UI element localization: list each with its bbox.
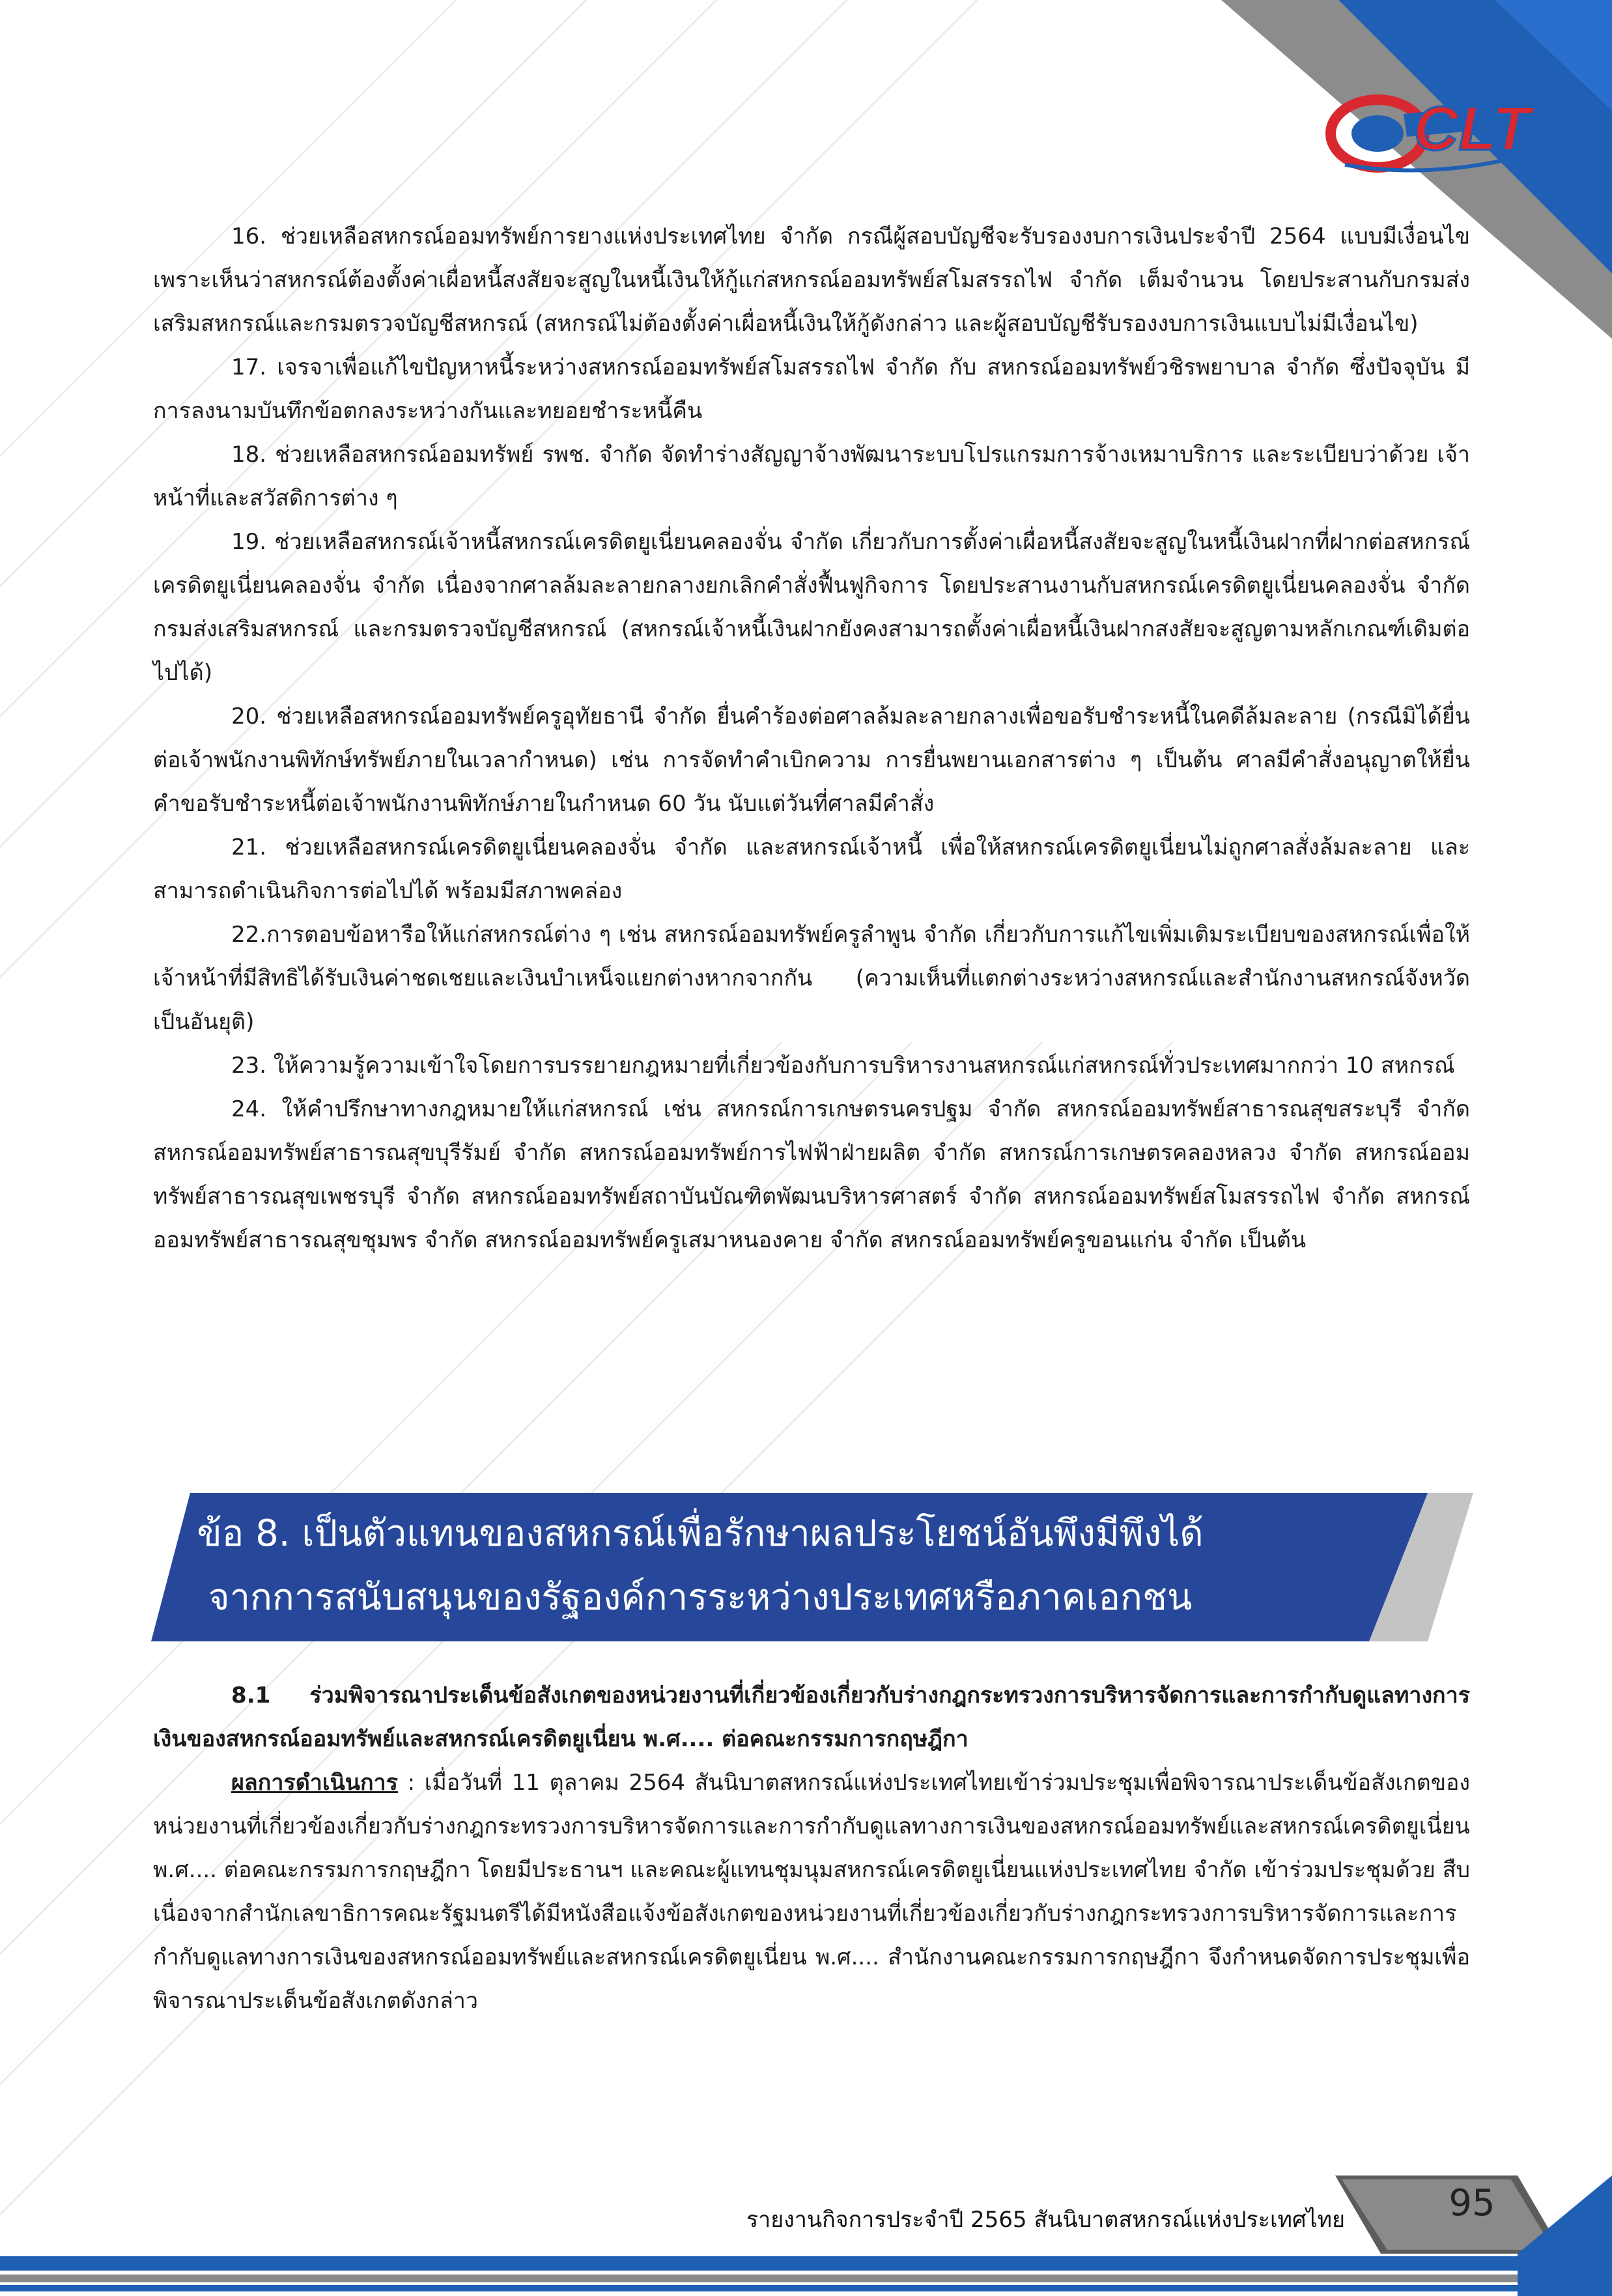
logo-text: CLT: [1413, 94, 1531, 163]
list-item-22: 22.การตอบข้อหารือให้แก่สหกรณ์ต่าง ๆ เช่น สหกรณ์ออมทรัพย์ครูลำพูน จำกัด เกี่ยวกับการแก้ไขเพิ่มเติมระเบียบของสหกรณ์เพื่อให้เจ้าหน้าที่มีสิทธิได้รับเงินค่าชดเชยและเงินบำเหน็จแยกต่างหากจากกัน (ความเห็นที่แตกต่างระหว่างสหกรณ์และสำนักงานสหกรณ์จังหวัดเป็นอันยุติ): [153, 922, 1470, 1035]
result-text: : เมื่อวันที่ 11 ตุลาคม 2564 สันนิบาตสหกรณ์แห่งประเทศไทยเข้าร่วมประชุมเพื่อพิจารณาประเด็นข้อสังเกตของหน่วยงานที่เกี่ยวข้องเกี่ยวกับร่างกฎกระทรวงการบริหารจัดการและการกำกับดูแลทางการเงินของสหกรณ์ออมทรัพย์และสหกรณ์เครดิตยูเนี่ยน พ.ศ.... ต่อคณะกรรมการกฤษฎีกา โดยมีประธานฯ และคณะผู้แทนชุมนุมสหกรณ์เครดิตยูเนี่ยนแห่งประเทศไทย จำกัด เข้าร่วมประชุมด้วย สืบเนื่องจากสำนักเลขาธิการคณะรัฐมนตรีได้มีหนังสือแจ้งข้อสังเกตของหน่วยงานที่เกี่ยวข้องเกี่ยวกับร่างกฎกระทรวงการบริหารจัดการและการกำกับดูแลทางการเงินของสหกรณ์ออมทรัพย์และสหกรณ์เครดิตยูเนี่ยน พ.ศ.... สำนักงานคณะกรรมการกฤษฎีกา จึงกำหนดจัดการประชุมเพื่อพิจารณาประเด็นข้อสังเกตดังกล่าว: [153, 1770, 1470, 2014]
list-item-18: 18. ช่วยเหลือสหกรณ์ออมทรัพย์ รพช. จำกัด จัดทำร่างสัญญาจ้างพัฒนาระบบโปรแกรมการจ้างเหมาบริการ และระเบียบว่าด้วย เจ้าหน้าที่และสวัสดิการต่าง ๆ: [153, 442, 1470, 511]
banner-line-2: จากการสนับสนุนของรัฐองค์การระหว่างประเทศหรือภาคเอกชน: [208, 1576, 1193, 1619]
list-item-16: 16. ช่วยเหลือสหกรณ์ออมทรัพย์การยางแห่งประเทศไทย จำกัด กรณีผู้สอบบัญชีจะรับรองงบการเงินประจำปี 2564 แบบมีเงื่อนไขเพราะเห็นว่าสหกรณ์ต้องตั้งค่าเผื่อหนี้สงสัยจะสูญในหนี้เงินให้กู้แก่สหกรณ์ออมทรัพย์สโมสรรถไฟ จำกัด เต็มจำนวน โดยประสานกับกรมส่งเสริมสหกรณ์และกรมตรวจบัญชีสหกรณ์ (สหกรณ์ไม่ต้องตั้งค่าเผื่อหนี้เงินให้กู้ดังกล่าว และผู้สอบบัญชีรับรองงบการเงินแบบไม่มีเงื่อนไข): [153, 223, 1470, 337]
list-item-20: 20. ช่วยเหลือสหกรณ์ออมทรัพย์ครูอุทัยธานี จำกัด ยื่นคำร้องต่อศาลล้มละลายกลางเพื่อขอรับชำระหนี้ในคดีล้มละลาย (กรณีมิได้ยื่นต่อเจ้าพนักงานพิทักษ์ทรัพย์ภายในเวลากำหนด) เช่น การจัดทำคำเบิกความ การยื่นพยานเอกสารต่าง ๆ เป็นต้น ศาลมีคำสั่งอนุญาตให้ยื่นคำขอรับชำระหนี้ต่อเจ้าพนักงานพิทักษ์ภายในกำหนด 60 วัน นับแต่วันที่ศาลมีคำสั่ง: [153, 703, 1470, 817]
section-8-1: [153, 1674, 1470, 2023]
section-banner-title: [0, 1502, 1400, 1630]
footer-report-title: รายงานกิจการประจำปี 2565 สันนิบาตสหกรณ์แห่งประเทศไทย: [746, 2207, 1345, 2233]
clt-logo: [1325, 88, 1534, 176]
list-item-21: 21. ช่วยเหลือสหกรณ์เครดิตยูเนี่ยนคลองจั่น จำกัด และสหกรณ์เจ้าหนี้ เพื่อให้สหกรณ์เครดิตยูเนี่ยนไม่ถูกศาลสั่งล้มละลาย และสามารถดำเนินกิจการต่อไปได้ พร้อมมีสภาพคล่อง: [153, 834, 1470, 904]
list-item-24: 24. ให้คำปรึกษาทางกฎหมายให้แก่สหกรณ์ เช่น สหกรณ์การเกษตรนครปฐม จำกัด สหกรณ์ออมทรัพย์สาธารณสุขสระบุรี จำกัด สหกรณ์ออมทรัพย์สาธารณสุขบุรีรัมย์ จำกัด สหกรณ์ออมทรัพย์การไฟฟ้าฝ่ายผลิต จำกัด สหกรณ์การเกษตรคลองหลวง จำกัด สหกรณ์ออมทรัพย์สาธารณสุขเพชรบุรี จำกัด สหกรณ์ออมทรัพย์สถาบันบัณฑิตพัฒนบริหารศาสตร์ จำกัด สหกรณ์ออมทรัพย์สโมสรรถไฟ จำกัด สหกรณ์ออมทรัพย์สาธารณสุขชุมพร จำกัด สหกรณ์ออมทรัพย์ครูเสมาหนองคาย จำกัด สหกรณ์ออมทรัพย์ครูขอนแก่น จำกัด เป็นต้น: [153, 1096, 1470, 1253]
main-content: [153, 215, 1470, 1262]
page-number: 95: [1449, 2182, 1495, 2224]
list-item-23: 23. ให้ความรู้ความเข้าใจโดยการบรรยายกฎหมายที่เกี่ยวข้องกับการบริหารงานสหกรณ์แก่สหกรณ์ทั่วประเทศมากกว่า 10 สหกรณ์: [231, 1053, 1455, 1079]
section-heading: 8.1 ร่วมพิจารณาประเด็นข้อสังเกตของหน่วยงานที่เกี่ยวข้องเกี่ยวกับร่างกฎกระทรวงการบริหารจัดการและการกำกับดูแลทางการเงินของสหกรณ์ออมทรัพย์และสหกรณ์เครดิตยูเนี่ยน พ.ศ.... ต่อคณะกรรมการกฤษฎีกา: [153, 1682, 1470, 1752]
section-result: [153, 1761, 1470, 2023]
result-label: ผลการดำเนินการ: [231, 1770, 398, 1796]
banner-line-1: ข้อ 8. เป็นตัวแทนของสหกรณ์เพื่อรักษาผลประโยชน์อันพึงมีพึงได้: [197, 1512, 1204, 1555]
list-item-17: 17. เจรจาเพื่อแก้ไขปัญหาหนี้ระหว่างสหกรณ์ออมทรัพย์สโมสรรถไฟ จำกัด กับ สหกรณ์ออมทรัพย์วชิรพยาบาล จำกัด ซึ่งปัจจุบัน มีการลงนามบันทึกข้อตกลงระหว่างกันและทยอยชำระหนี้คืน: [153, 354, 1470, 424]
list-item-19: 19. ช่วยเหลือสหกรณ์เจ้าหนี้สหกรณ์เครดิตยูเนี่ยนคลองจั่น จำกัด เกี่ยวกับการตั้งค่าเผื่อหนี้สงสัยจะสูญในหนี้เงินฝากที่ฝากต่อสหกรณ์เครดิตยูเนี่ยนคลองจั่น จำกัด เนื่องจากศาลล้มละลายกลางยกเลิกคำสั่งฟื้นฟูกิจการ โดยประสานงานกับสหกรณ์เครดิตยูเนี่ยนคลองจั่น จำกัด กรมส่งเสริมสหกรณ์ และกรมตรวจบัญชีสหกรณ์ (สหกรณ์เจ้าหนี้เงินฝากยังคงสามารถตั้งค่าเผื่อหนี้เงินฝากสงสัยจะสูญตามหลักเกณฑ์เดิมต่อไปได้): [153, 529, 1470, 686]
